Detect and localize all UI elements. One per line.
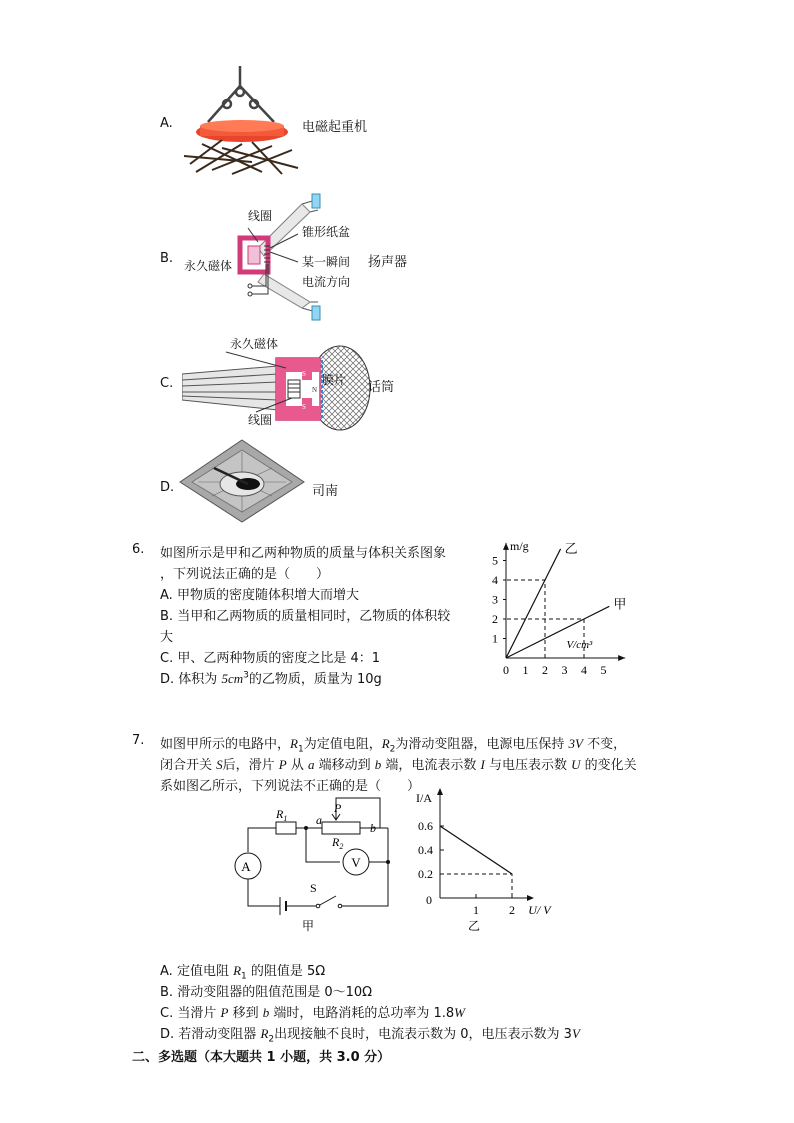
label-magnet-c: 永久磁体 (230, 337, 279, 351)
label-coil-b: 线圈 (248, 209, 273, 223)
graph-caption: 乙 (468, 919, 481, 933)
x-axis-label: U/ V (528, 903, 551, 917)
y-tick-label: 5 (492, 553, 498, 568)
option-letter-b: B. (160, 251, 174, 266)
current-voltage-graph (410, 786, 570, 934)
q7-option-b: B. 滑动变阻器的阻值范围是 0～10Ω (160, 985, 373, 1000)
x-tick-label: 2 (509, 903, 515, 917)
x-tick-label: 1 (473, 903, 479, 917)
label-membrane: 膜片 (322, 373, 347, 387)
x-axis-arrow (618, 655, 625, 661)
slider-p-label: P (334, 801, 342, 815)
q7-number: 7. (132, 733, 145, 748)
label-current-2: 电流方向 (302, 275, 351, 289)
y-tick-label: 1 (492, 631, 498, 646)
q7-option-a: A. 定值电阻 $R_1$ 的阻值是 5Ω (160, 963, 326, 982)
x-tick-label: 5 (600, 663, 607, 677)
y-tick-label: 3 (492, 592, 498, 607)
mass-volume-chart (490, 536, 670, 686)
x-axis-arrow (527, 895, 534, 901)
x-axis-label: V/cm³ (566, 639, 593, 651)
series-line-yi (506, 549, 561, 658)
x-tick-label: 4 (581, 663, 587, 677)
terminal-b-label: b (370, 821, 376, 835)
x-tick-label: 0 (503, 663, 509, 677)
y-tick-label: 0.4 (418, 843, 433, 857)
y-tick-label: 0.2 (418, 867, 433, 881)
section-2-heading: 二、多选题（本大题共 1 小题，共 3.0 分） (132, 1050, 391, 1065)
r2-label: $R_2$ (332, 835, 344, 851)
q7-option-c: C. 当滑片 P 移到 b 端时，电路消耗的总功率为 1.8W (160, 1005, 466, 1021)
label-cone: 锥形纸盆 (302, 225, 351, 239)
terminal-a-label: a (316, 813, 322, 827)
loudspeaker-diagram (178, 190, 398, 324)
x-tick-label: 3 (561, 663, 568, 677)
label-magnet-b: 永久磁体 (184, 259, 233, 273)
y-axis-arrow (503, 543, 509, 550)
q6-number: 6. (132, 542, 145, 557)
circuit-diagram (230, 796, 400, 938)
q7-stem-line3: 系如图乙所示，下列说法不正确的是（ ） (160, 779, 421, 794)
y-axis-label: m/g (510, 539, 529, 553)
series-label: 甲 (613, 596, 627, 612)
switch-label: S (310, 881, 317, 895)
option-label-a: 电磁起重机 (302, 120, 368, 135)
option-letter-d: D. (160, 480, 175, 495)
q6-option-b: B. 当甲和乙两物质的质量相同时，乙物质的体积较 (160, 609, 451, 624)
option-label-b: 扬声器 (368, 255, 408, 270)
q7-stem-line1: 如图甲所示的电路中，$R_1$为定值电阻，$R_2$为滑动变阻器，电源电压保持 3V 不变， (160, 736, 627, 755)
sinan-compass-image (178, 438, 306, 524)
circuit-caption: 甲 (302, 919, 315, 933)
q6-option-d: D. 体积为 $5cm^3$的乙物质，质量为 10g (160, 670, 382, 687)
label-coil-c: 线圈 (248, 413, 273, 427)
label-s-bottom: S (302, 403, 306, 411)
q7-option-d: D. 若滑动变阻器 $R_2$出现接触不良时，电流表示数为 0，电压表示数为 3V (160, 1026, 580, 1045)
x-tick-label: 1 (522, 663, 529, 677)
y-tick-label: 2 (492, 612, 498, 626)
q7-stem-line2: 闭合开关 S后，滑片 P 从 a 端移动到 b 端，电流表示数 I 与电压表示数 U 的变化关 (160, 757, 637, 773)
option-label-d: 司南 (312, 484, 339, 499)
label-s-top: S (302, 370, 306, 378)
option-label-c: 话筒 (368, 380, 395, 395)
series-label: 乙 (564, 540, 578, 556)
q6-option-c: C. 甲、乙两种物质的密度之比是 4：1 (160, 651, 381, 666)
option-letter-c: C. (160, 376, 174, 391)
voltmeter-label: V (351, 855, 361, 870)
microphone-diagram (182, 336, 372, 432)
iu-line (440, 826, 512, 874)
option-letter-a: A. (160, 116, 173, 131)
y-axis-arrow (437, 788, 443, 795)
series-line-jia (506, 606, 609, 658)
ammeter-label: A (241, 859, 251, 874)
x-tick-label: 2 (542, 663, 548, 677)
electromagnetic-crane-image (182, 64, 302, 176)
label-current-1: 某一瞬间 (302, 255, 351, 269)
y-tick-label: 0.6 (418, 819, 433, 833)
y-tick-label: 0 (426, 893, 432, 907)
label-n: N (312, 386, 318, 394)
r1-label: $R_1$ (276, 807, 288, 823)
q6-option-a: A. 甲物质的密度随体积增大而增大 (160, 588, 359, 603)
y-axis-label: I/A (416, 791, 432, 805)
y-tick-label: 4 (492, 573, 498, 587)
q6-option-b-cont: 大 (160, 630, 174, 645)
q6-stem-line1: 如图所示是甲和乙两种物质的质量与体积关系图象 (160, 546, 447, 561)
q6-stem-line2: ，下列说法正确的是（ ） (160, 567, 330, 582)
